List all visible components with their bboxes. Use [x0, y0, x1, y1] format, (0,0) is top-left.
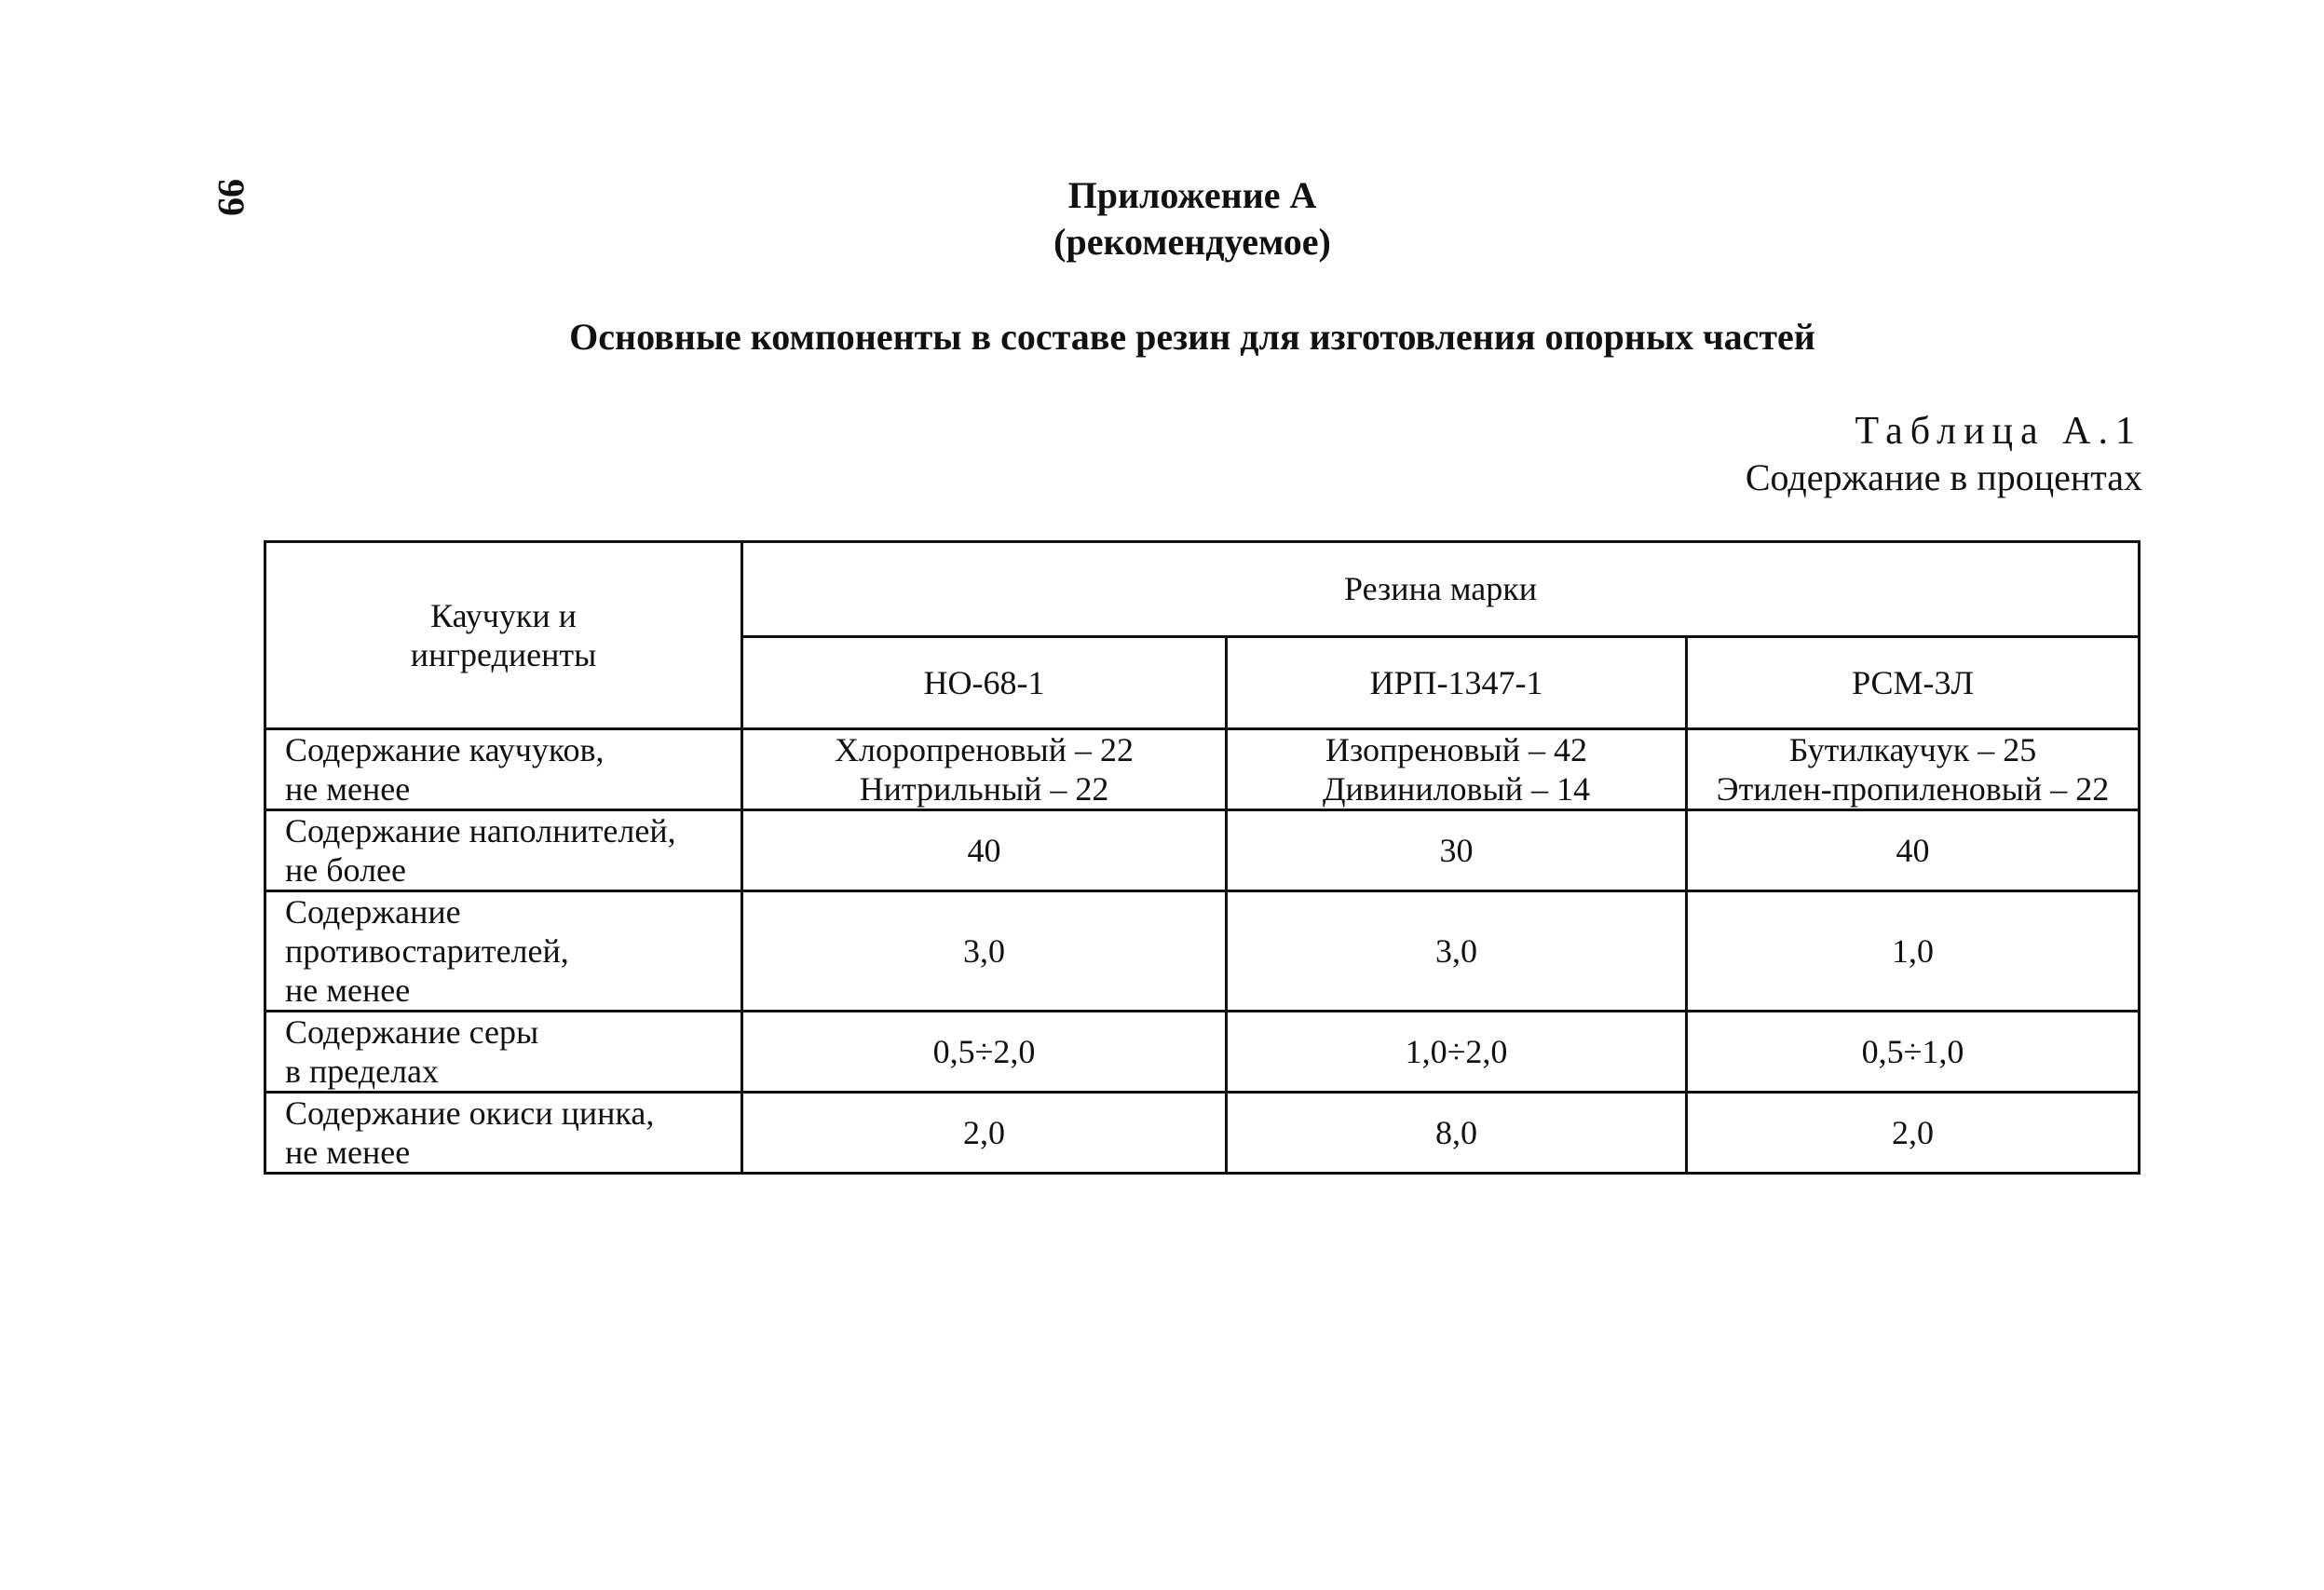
table-label: Таблица А.1: [1855, 410, 2142, 453]
row-label: Содержание серы в пределах: [265, 1012, 742, 1093]
table-row: [265, 891, 2140, 1012]
table-cell: 40: [1687, 810, 2140, 891]
table-cell: Хлоропреновый – 22 Нитрильный – 22: [742, 729, 1227, 810]
table-cell: 8,0: [1227, 1093, 1687, 1174]
table-cell: Изопреновый – 42 Дивиниловый – 14: [1227, 729, 1687, 810]
table-cell: 40: [742, 810, 1227, 891]
table-cell: 1,0÷2,0: [1227, 1012, 1687, 1093]
table-row: [265, 1093, 2140, 1174]
column-header: РСМ-3Л: [1687, 636, 2140, 729]
table-row: [265, 1012, 2140, 1093]
column-header: НО-68-1: [742, 636, 1227, 729]
document-heading: Основные компоненты в составе резин для изготовления опорных частей: [569, 316, 1815, 358]
table-row: [265, 810, 2140, 891]
table-cell: 2,0: [742, 1093, 1227, 1174]
table-cell: Бутилкаучук – 25 Этилен-пропиленовый – 22: [1687, 729, 2140, 810]
table-cell: 0,5÷2,0: [742, 1012, 1227, 1093]
appendix-type: (рекомендуемое): [1053, 221, 1331, 263]
column-header: ИРП-1347-1: [1227, 636, 1687, 729]
table-unit-note: Содержание в процентах: [1745, 456, 2142, 498]
row-label: Содержание каучуков, не менее: [265, 729, 742, 810]
table-cell: 0,5÷1,0: [1687, 1012, 2140, 1093]
table-cell: 2,0: [1687, 1093, 2140, 1174]
page-number: 99: [211, 179, 252, 216]
row-label: Содержание противостарителей, не менее: [265, 891, 742, 1012]
group-header: Резина марки: [742, 542, 2140, 637]
table-cell: 3,0: [742, 891, 1227, 1012]
table-row: [265, 729, 2140, 810]
appendix-title: Приложение А: [1067, 174, 1317, 216]
components-table: [264, 540, 2141, 1175]
corner-header: Каучуки и ингредиенты: [265, 542, 742, 729]
table-cell: 30: [1227, 810, 1687, 891]
row-label: Содержание окиси цинка, не менее: [265, 1093, 742, 1174]
table-cell: 3,0: [1227, 891, 1687, 1012]
row-label: Содержание наполнителей, не более: [265, 810, 742, 891]
table-cell: 1,0: [1687, 891, 2140, 1012]
